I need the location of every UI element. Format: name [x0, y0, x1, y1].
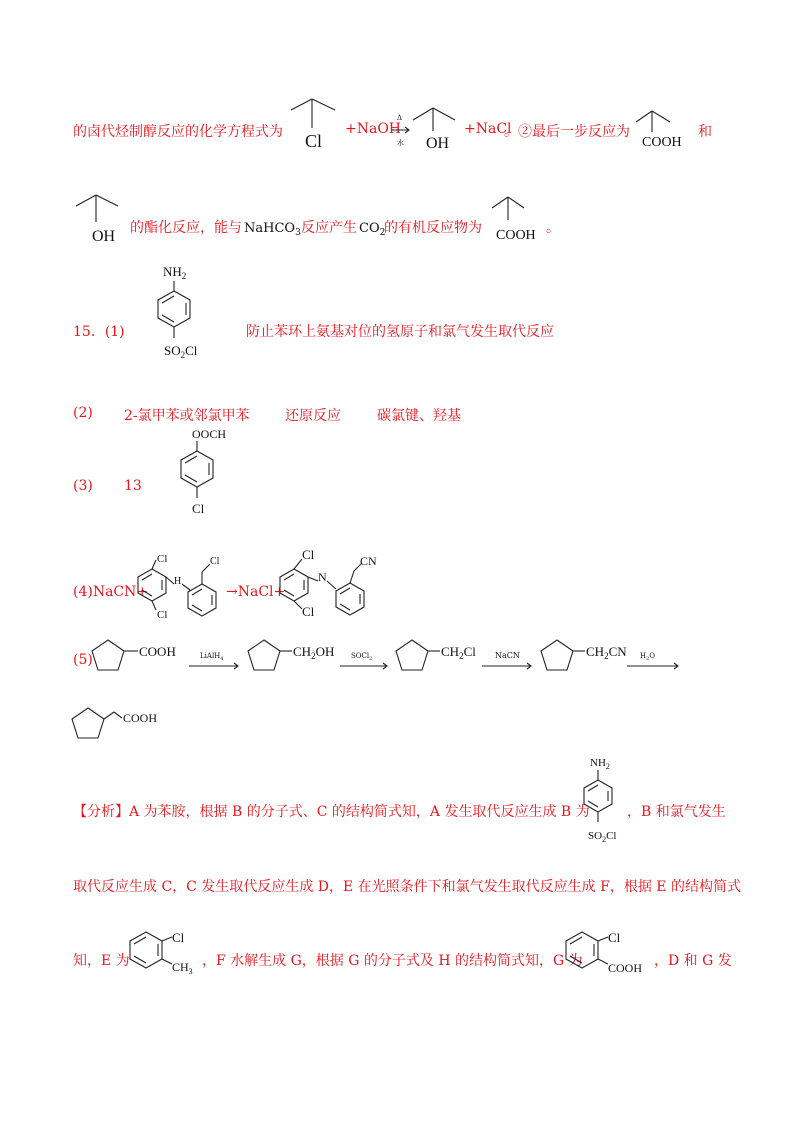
formate-label: OOCH	[192, 427, 227, 441]
naoh-text: +NaOH	[345, 121, 402, 137]
analysis-line3-c: ，D 和 G 发	[654, 953, 732, 969]
carboxyl-label: COOH	[496, 228, 536, 243]
chloro-label: Cl	[210, 556, 220, 567]
hydroxyl-label: OH	[426, 135, 450, 152]
q2-answer-c: 碳氯键、羟基	[377, 408, 461, 424]
q2-number: (2)	[73, 405, 93, 421]
amino-label: $NH_2$	[163, 264, 187, 281]
arrow-nacn	[481, 648, 536, 672]
svg-text:Δ: Δ	[397, 114, 403, 122]
q5-number: (5)	[73, 652, 93, 668]
line2-text-c: 的有机反应物为	[384, 220, 482, 236]
analysis-line3-b: ，F 水解生成 G，根据 G 的分子式及 H 的结构简式知，G 为	[202, 953, 583, 969]
svg-text:H2O: $H_2O$	[640, 652, 656, 662]
arrow-socl2	[339, 648, 391, 672]
q2-answer-a: 2-氯甲苯或邻氯甲苯	[124, 408, 250, 424]
arrow-h2o	[626, 648, 682, 672]
svg-text:CH2OH: $CH_2OH$	[293, 644, 335, 661]
chloro-label: Cl	[302, 547, 315, 562]
hydroxyl-label: OH	[92, 228, 116, 245]
chloro-label: Cl	[157, 609, 168, 621]
sulfonyl-chloride-label: $SO_2Cl$	[164, 343, 198, 360]
sulfonyl-chloride-label: $SO_2Cl$	[588, 830, 617, 844]
isobutyric-acid-structure-2	[490, 192, 552, 247]
svg-text:CH2CN: $CH_2CN$	[586, 644, 627, 661]
cyclopentylacetonitrile-structure	[533, 628, 633, 680]
cyclopentanecarboxylic-acid-structure	[86, 628, 190, 680]
svg-text:SOCl2: SOCl$_2$	[351, 652, 373, 662]
and-text: 和	[698, 124, 712, 140]
analysis-line1-a: 【分析】A 为苯胺，根据 B 的分子式、C 的结构简式知，A 发生取代反应生成 B 为	[73, 804, 590, 820]
svg-text:COOH: COOH	[123, 711, 158, 725]
reaction-arrow-heat	[391, 112, 411, 152]
line1-text-a: 的卤代烃制醇反应的化学方程式为	[73, 124, 283, 140]
co2-formula: $CO_2$	[359, 221, 386, 238]
q3-answer: 13	[124, 478, 142, 494]
chloro-label: Cl	[608, 930, 621, 945]
carboxyl-label: COOH	[608, 961, 643, 975]
nahco3-formula: NaHCO$_3$	[244, 221, 301, 238]
chloro-label: Cl	[157, 553, 168, 565]
cyclopentylmethyl-chloride-structure	[388, 628, 488, 680]
isobutyric-acid-structure	[628, 102, 698, 152]
analysis-line2: 取代反应生成 C，C 发生取代反应生成 D，E 在光照条件下和氯气发生取代反应生成 F，根据 E 的结构简式	[73, 879, 741, 895]
amino-label: $NH_2$	[590, 757, 610, 771]
chloro-label: Cl	[172, 930, 185, 945]
line2-end: 。	[546, 220, 560, 236]
amine-n-label: N	[318, 570, 327, 584]
q3-number: (3)	[73, 478, 93, 494]
cyclopentylmethanol-structure	[240, 628, 350, 680]
cyclopentylacetic-acid-structure	[68, 698, 178, 748]
carboxyl-label: COOH	[642, 135, 682, 150]
chlorophenyl-formate-structure	[170, 426, 250, 521]
sulfanilyl-chloride-structure-small	[574, 752, 634, 847]
analysis-line1-b: ，B 和氯气发生	[627, 804, 726, 820]
reactant-diarylamine-structure	[128, 548, 230, 620]
svg-text:水: 水	[397, 139, 404, 147]
chloro-label: Cl	[305, 131, 323, 151]
nacl-text: +NaCl	[464, 121, 512, 137]
product-nitrile-structure	[270, 545, 380, 623]
svg-text:COOH: COOH	[139, 644, 176, 659]
analysis-line3-a: 知，E 为	[73, 953, 130, 969]
q4-arrow-text: →NaCl+	[226, 584, 286, 600]
q15-1-answer: 防止苯环上氨基对位的氢原子和氯气发生取代反应	[246, 324, 554, 340]
svg-text:LiAlH4: LiAlH$_4$	[200, 652, 224, 662]
svg-text:CH2Cl: $CH_2Cl$	[441, 644, 476, 661]
q4-lead-text: (4)NaCN+	[73, 584, 149, 600]
arrow-lialh4	[188, 648, 243, 672]
methyl-label: $CH_3$	[172, 960, 193, 976]
chlorotoluene-structure	[124, 924, 204, 980]
svg-text:NaCN: NaCN	[495, 651, 520, 660]
chloro-label: Cl	[192, 501, 205, 516]
sulfanilyl-chloride-structure	[140, 262, 220, 362]
isopropanol-structure	[411, 98, 471, 153]
chloro-label: Cl	[302, 604, 315, 619]
line2-text-b: 反应产生	[301, 220, 357, 236]
chlorobenzoic-acid-structure	[560, 924, 660, 980]
q15-1-number: 15．(1)	[73, 324, 125, 340]
line2-text-a: 的酯化反应，能与	[130, 220, 242, 236]
nh-label: H	[174, 576, 182, 587]
q2-answer-b: 还原反应	[285, 408, 341, 424]
isopropyl-chloride-structure	[285, 92, 345, 152]
line1-text-b: 。②最后一步反应为	[504, 124, 630, 140]
isopropanol-structure-2	[72, 192, 132, 252]
nitrile-label: CN	[360, 554, 377, 568]
